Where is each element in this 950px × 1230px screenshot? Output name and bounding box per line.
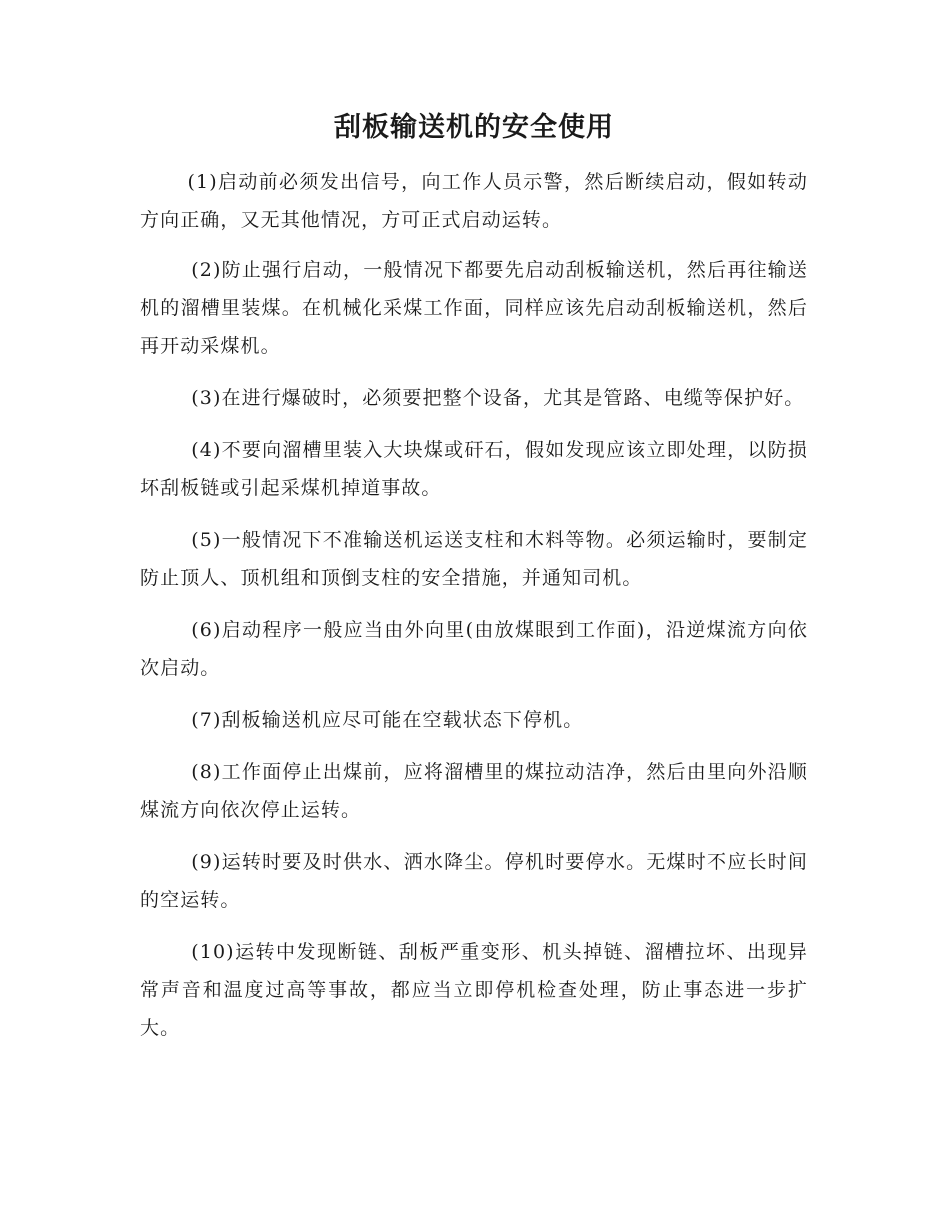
paragraph-10: (10)运转中发现断链、刮板严重变形、机头掉链、溜槽拉坏、出现异常声音和温度过高等事故，都应当立即停机检查处理，防止事态进一步扩大。: [140, 941, 808, 1040]
paragraph-3: (3)在进行爆破时，必须要把整个设备，尤其是管路、电缆等保护好。: [191, 387, 805, 410]
paragraph-8: (8)工作面停止出煤前，应将溜槽里的煤拉动洁净，然后由里向外沿顺煤流方向依次停止运转。: [140, 761, 808, 822]
paragraph-5: (5)一般情况下不准输送机运送支柱和木料等物。必须运输时，要制定防止顶人、顶机组和顶倒支柱的安全措施，并通知司机。: [140, 529, 808, 590]
paragraph-9: (9)运转时要及时供水、洒水降尘。停机时要停水。无煤时不应长时间的空运转。: [140, 851, 808, 912]
document-title: 刮板输送机的安全使用: [334, 112, 614, 143]
paragraph-2: (2)防止强行启动，一般情况下都要先启动刮板输送机，然后再往输送机的溜槽里装煤。在机械化采煤工作面，同样应该先启动刮板输送机，然后再开动采煤机。: [140, 259, 808, 358]
paragraph-6: (6)启动程序一般应当由外向里(由放煤眼到工作面)，沿逆煤流方向依次启动。: [140, 619, 808, 680]
paragraph-1: (1)启动前必须发出信号，向工作人员示警，然后断续启动，假如转动方向正确，又无其他情况，方可正式启动运转。: [140, 171, 808, 232]
paragraph-4: (4)不要向溜槽里装入大块煤或矸石，假如发现应该立即处理，以防损坏刮板链或引起采煤机掉道事故。: [140, 439, 808, 500]
document-page: [140, 110, 808, 1061]
paragraph-7: (7)刮板输送机应尽可能在空载状态下停机。: [191, 709, 584, 732]
